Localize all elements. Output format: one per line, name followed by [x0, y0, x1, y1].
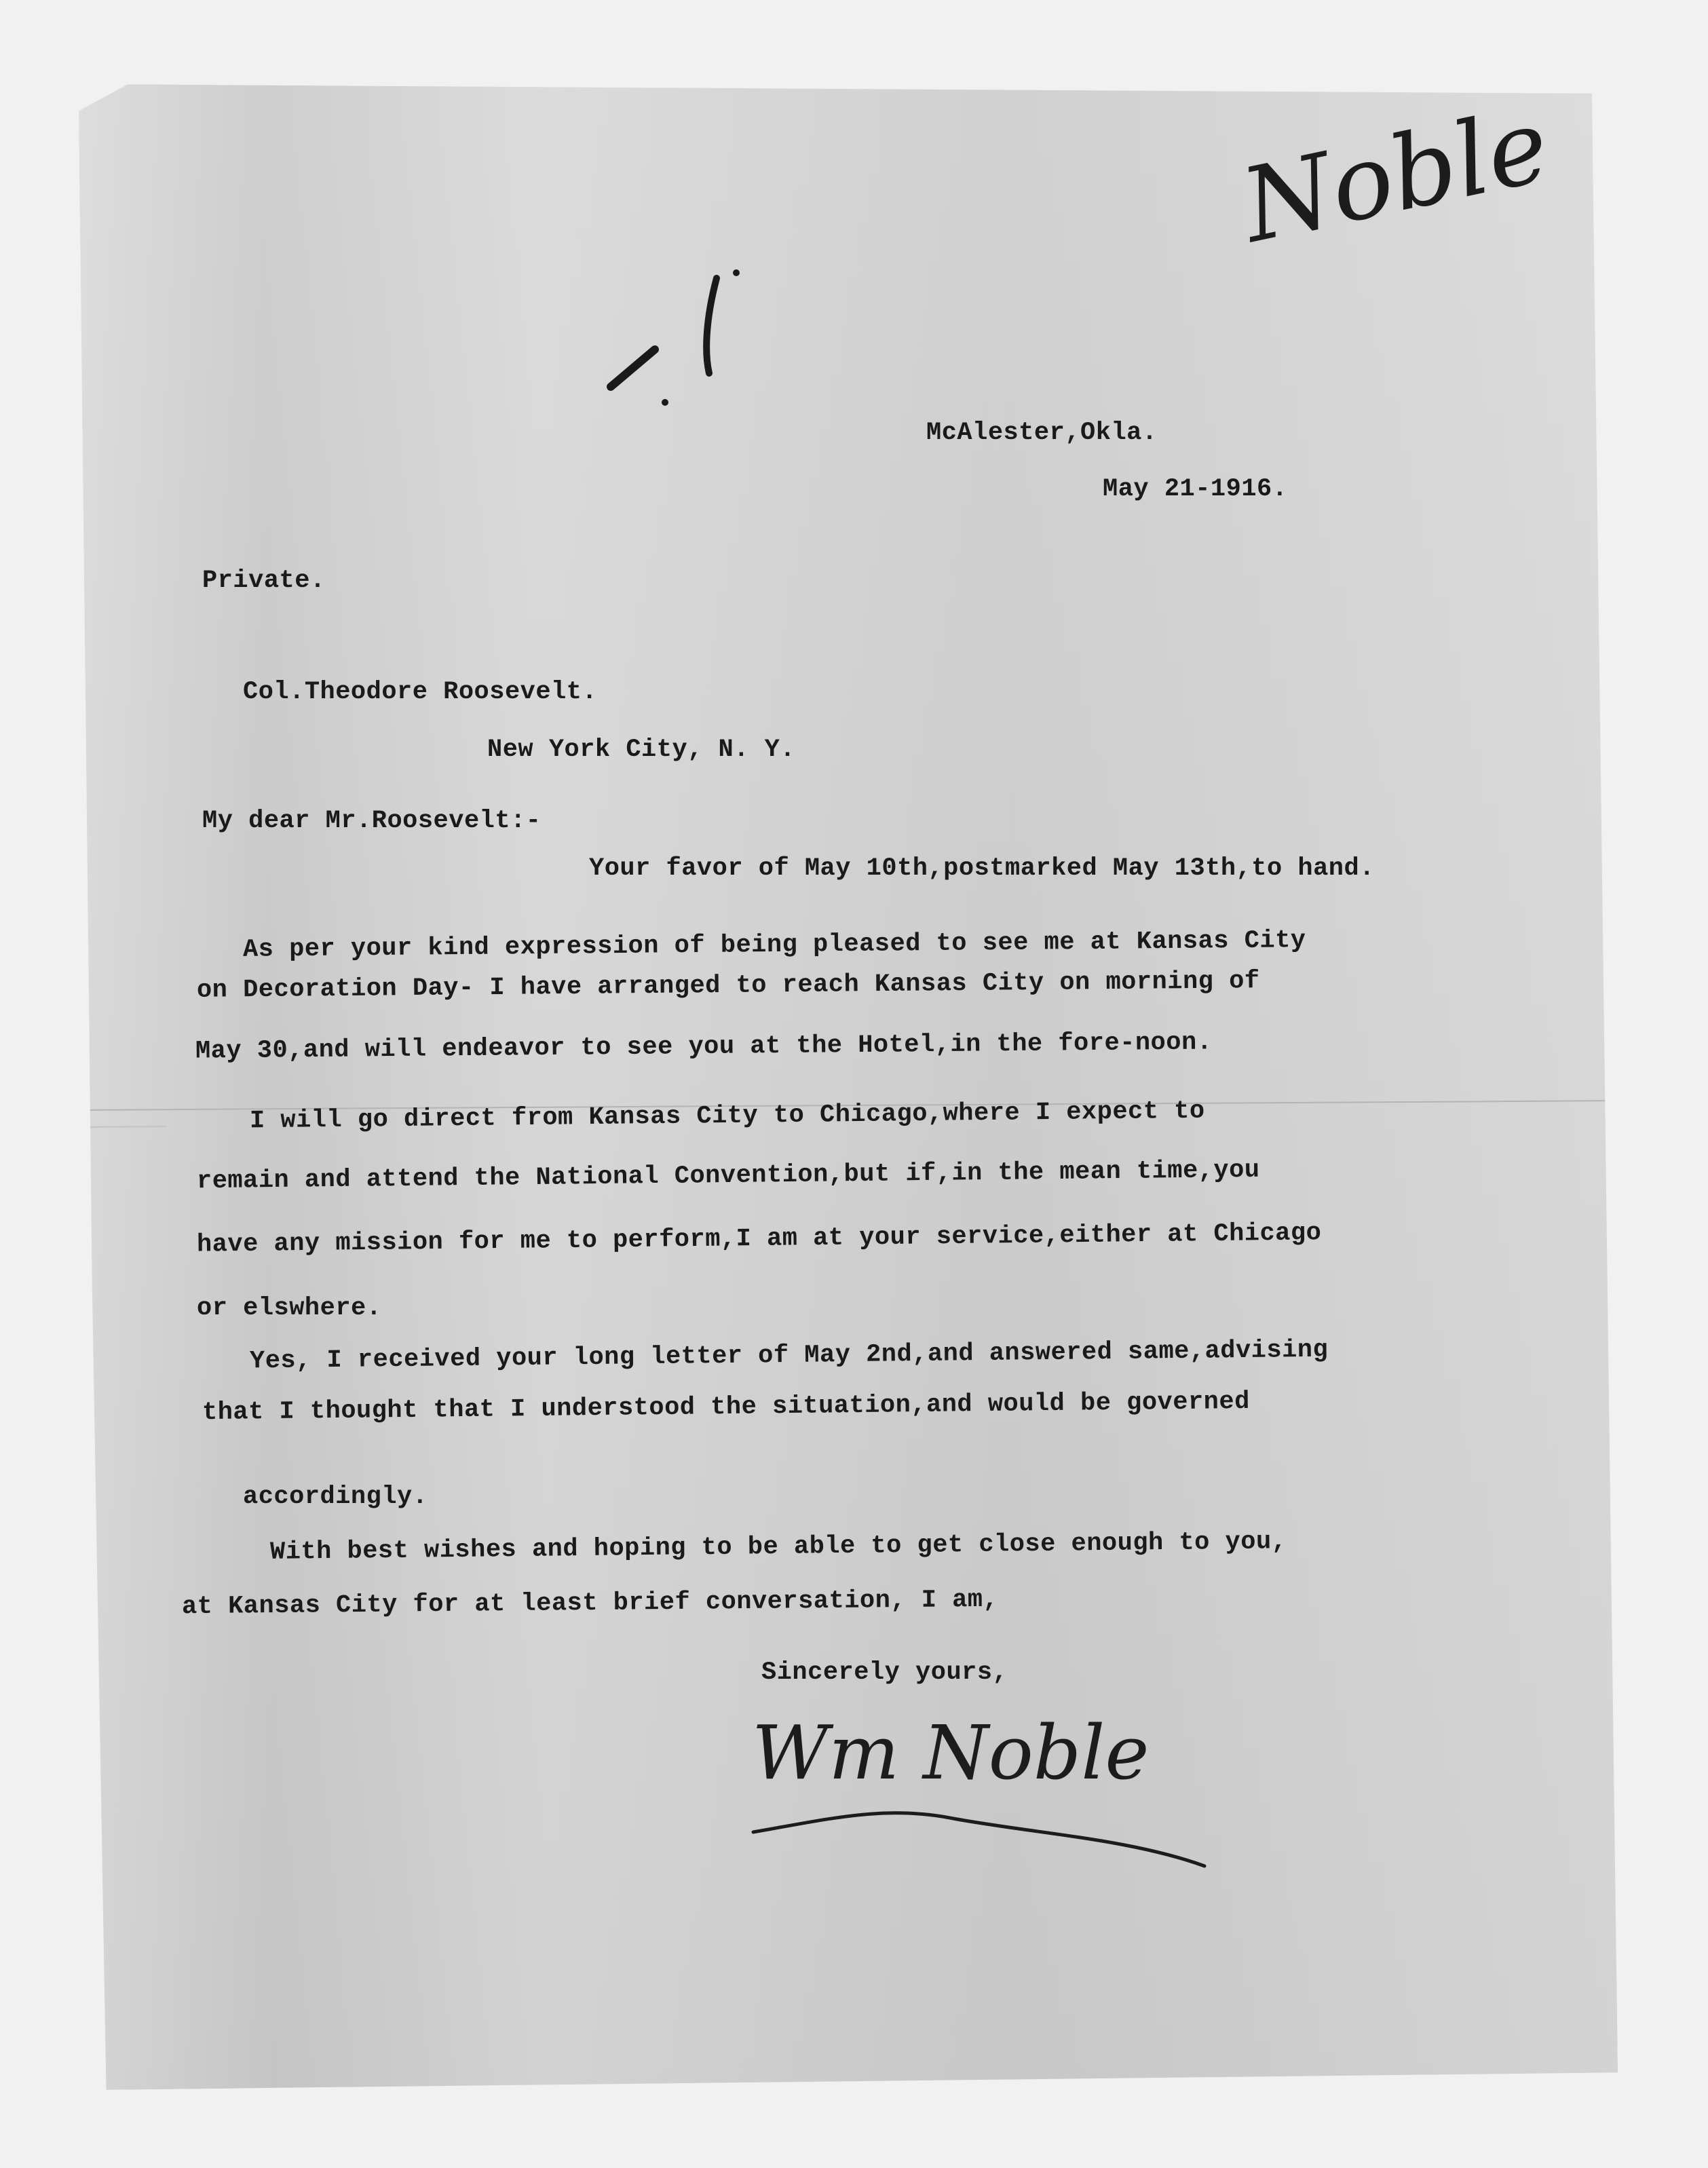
- body-line: I will go direct from Kansas City to Chicago,where I expect to: [249, 1097, 1205, 1136]
- signature-flourish: [750, 1791, 1225, 1873]
- body-line: As per your kind expression of being pleased to see me at Kansas City: [242, 926, 1306, 964]
- body-line: May 30,and will endeavor to see you at the Hotel,in the fore-noon.: [195, 1028, 1213, 1066]
- body-line: that I thought that I understood the situation,and would be governed: [202, 1387, 1251, 1428]
- handwritten-name: Noble: [1232, 86, 1559, 266]
- body-line: at Kansas City for at least brief conversation, I am,: [181, 1585, 999, 1622]
- body-line: Yes, I received your long letter of May 2nd,and answered same,advising: [249, 1335, 1329, 1376]
- salutation: My dear Mr.Roosevelt:-: [202, 807, 542, 835]
- closing: Sincerely yours,: [761, 1658, 1008, 1687]
- body-line: have any mission for me to perform,I am at your service,either at Chicago: [196, 1219, 1322, 1259]
- body-line: on Decoration Day- I have arranged to reach Kansas City on morning of: [196, 967, 1260, 1005]
- body-line: With best wishes and hoping to be able to get close enough to you,: [269, 1527, 1287, 1567]
- addressee-city: New York City, N. Y.: [487, 736, 796, 764]
- addressee-name: Col.Theodore Roosevelt.: [243, 678, 598, 706]
- pencil-marks: [597, 258, 774, 407]
- private-label: Private.: [202, 567, 326, 595]
- paper-fold-line: [85, 1126, 166, 1128]
- letter-date: May 21-1916.: [1103, 475, 1288, 503]
- letter-place: McAlester,Okla.: [926, 419, 1158, 447]
- body-line: accordingly.: [243, 1483, 428, 1511]
- signature: Wm Noble: [752, 1709, 1150, 1796]
- body-line: or elswhere.: [197, 1294, 382, 1323]
- body-line: remain and attend the National Convention,but if,in the mean time,you: [196, 1156, 1260, 1196]
- body-line: Your favor of May 10th,postmarked May 13th,to hand.: [589, 854, 1375, 883]
